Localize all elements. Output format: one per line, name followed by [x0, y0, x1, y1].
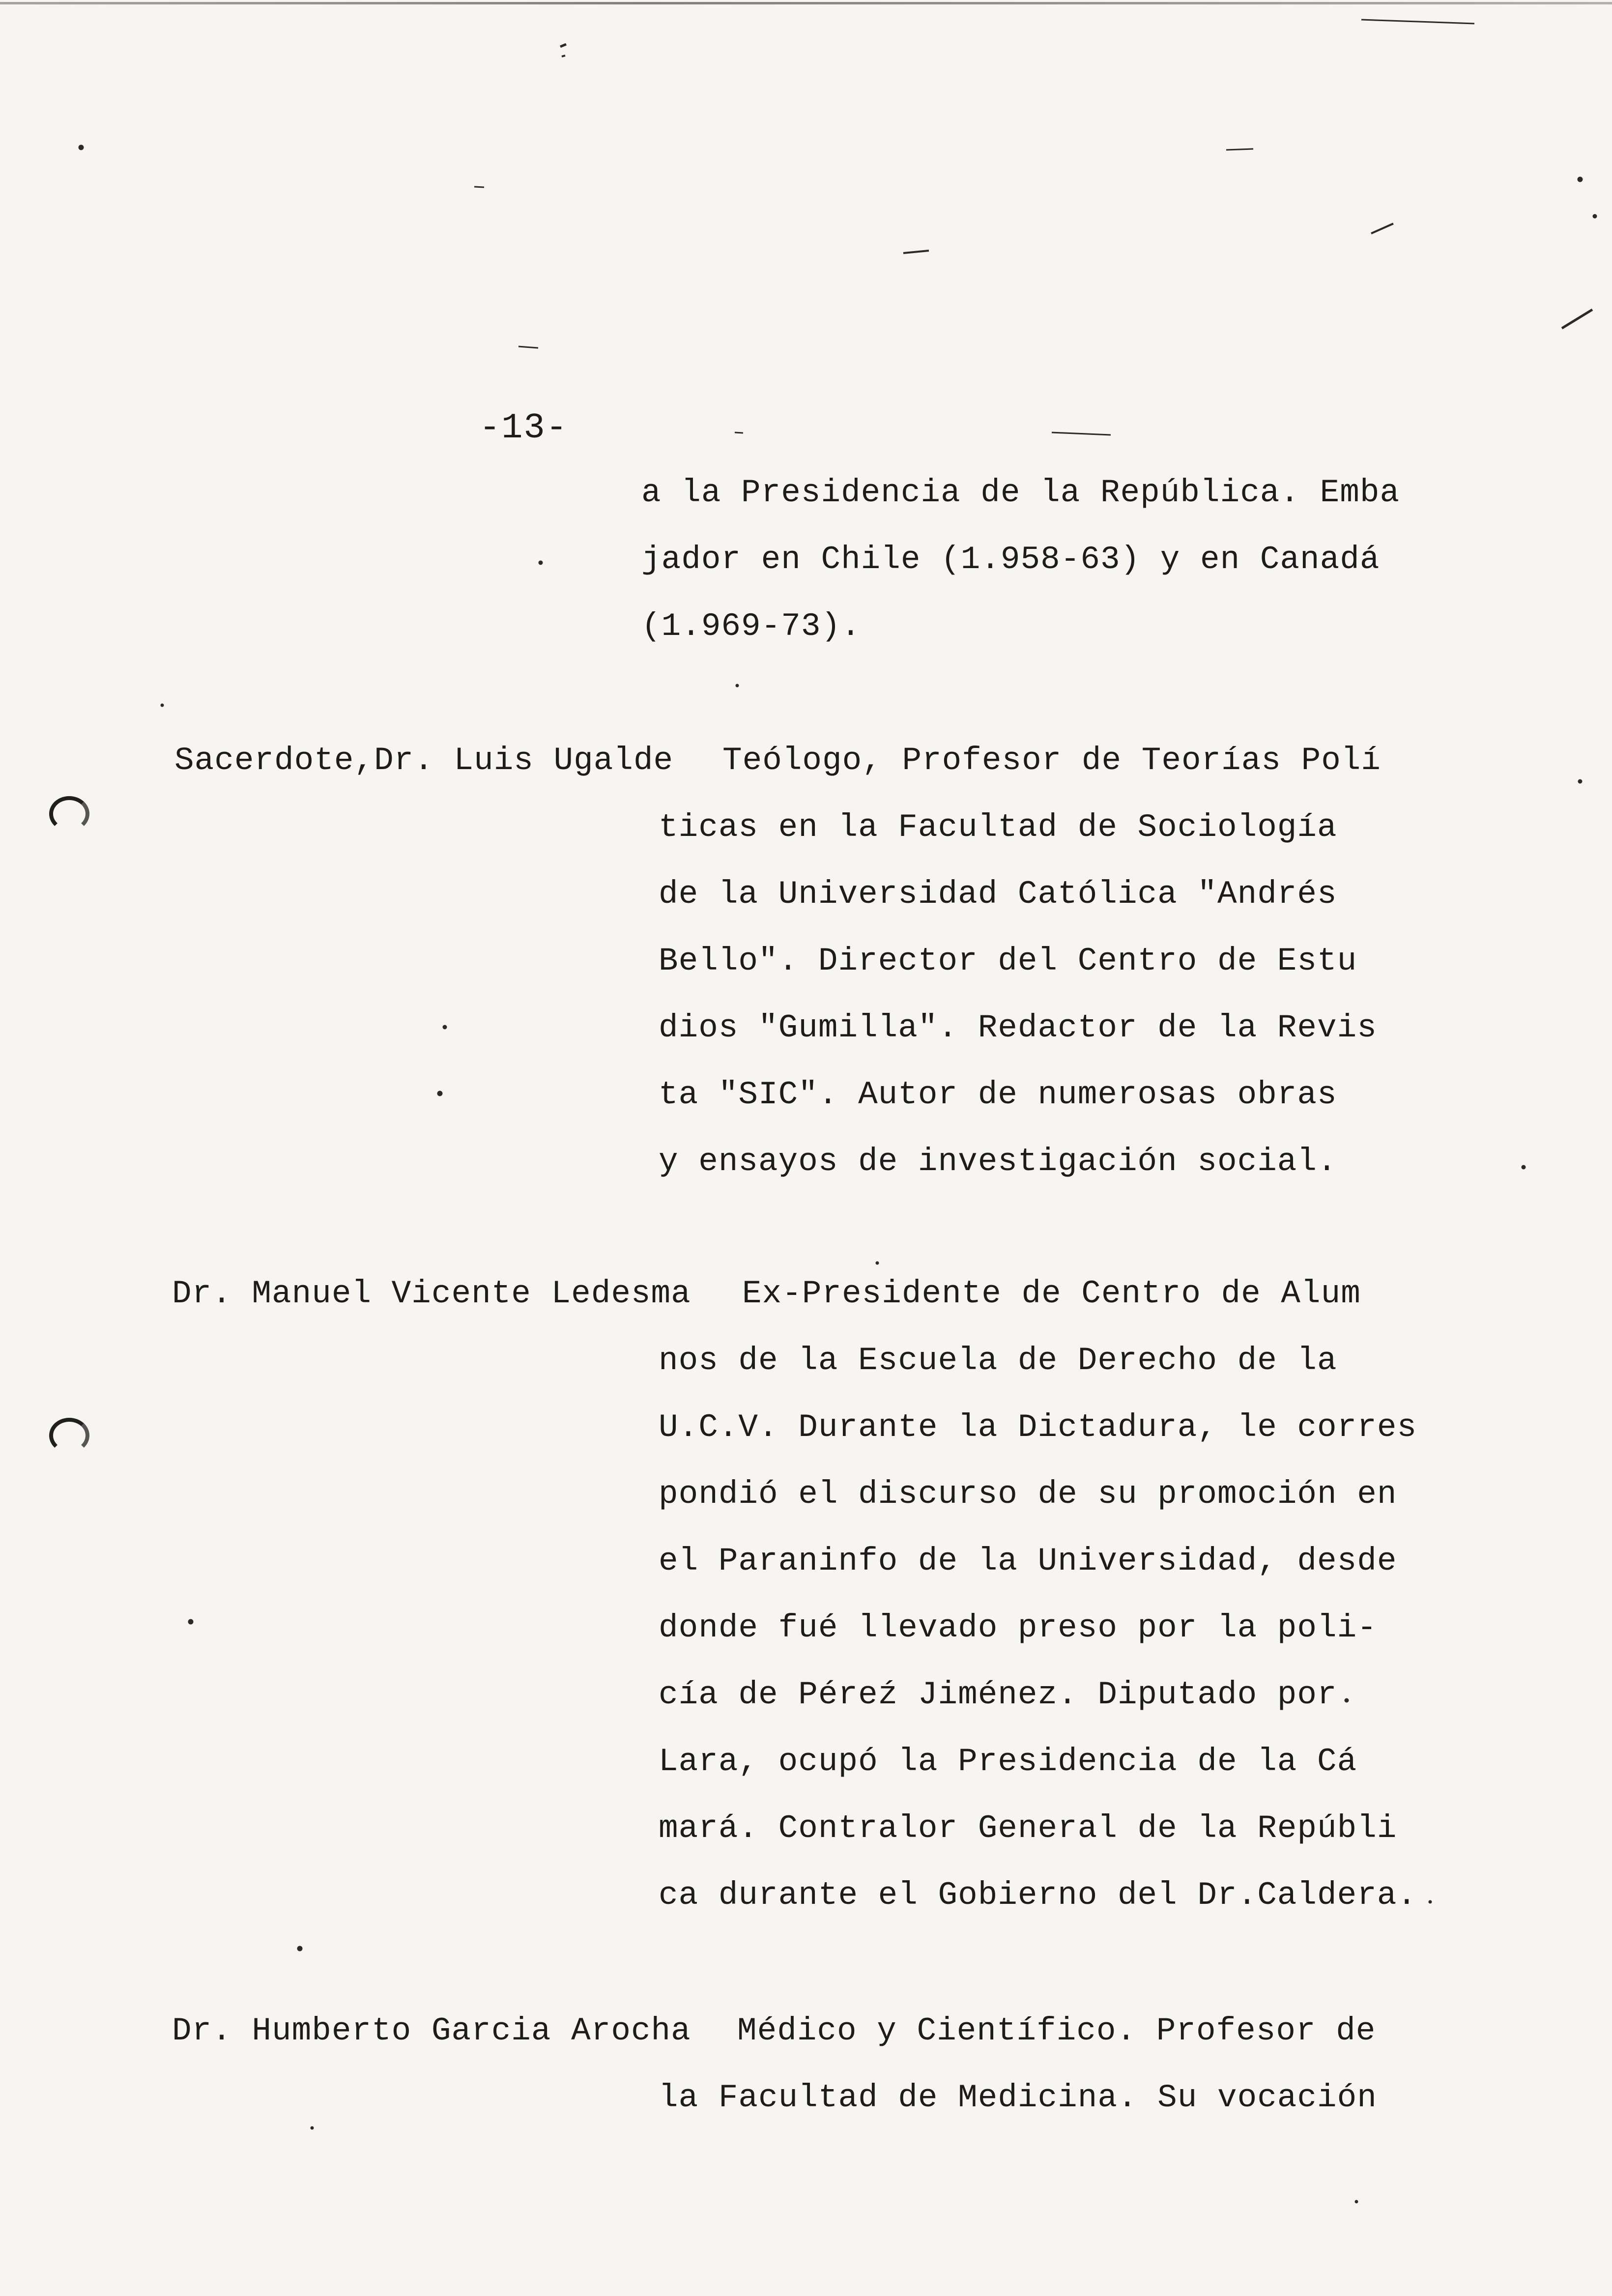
- entry-line: Bello". Director del Centro de Estu: [659, 943, 1357, 979]
- intro-line: a la Presidencia de la República. Emba: [641, 474, 1400, 511]
- entry-line: nos de la Escuela de Derecho de la: [659, 1342, 1337, 1379]
- entry-line: Médico y Científico. Profesor de: [737, 2012, 1376, 2049]
- entry-line: Lara, ocupó la Presidencia de la Cá: [659, 1743, 1357, 1780]
- intro-line: jador en Chile (1.958-63) y en Canadá: [641, 541, 1380, 578]
- entry-line: de la Universidad Católica "Andrés: [659, 876, 1337, 913]
- entry-line: Teólogo, Profesor de Teorías Polí: [722, 742, 1382, 779]
- entry-line: mará. Contralor General de la Repúbli: [659, 1810, 1397, 1847]
- entry-line: ticas en la Facultad de Sociología: [659, 809, 1337, 846]
- page-number: -13-: [479, 408, 568, 448]
- entry-line: Ex-Presidente de Centro de Alum: [742, 1275, 1361, 1312]
- intro-line: (1.969-73).: [641, 608, 861, 645]
- entry-line: ta "SIC". Autor de numerosas obras: [659, 1076, 1337, 1113]
- entry-line: pondió el discurso de su promoción en: [659, 1476, 1397, 1513]
- entry-name: Sacerdote,Dr. Luis Ugalde: [174, 742, 674, 779]
- entry-name: Dr. Humberto Garcia Arocha: [172, 2012, 691, 2049]
- entry-line: donde fué llevado preso por la poli-: [659, 1609, 1377, 1646]
- entry-line: y ensayos de investigación social.: [659, 1143, 1337, 1180]
- punch-hole-bottom: [49, 1418, 89, 1453]
- entry-line: la Facultad de Medicina. Su vocación: [659, 2079, 1377, 2116]
- entry-line: U.C.V. Durante la Dictadura, le corres: [659, 1409, 1417, 1446]
- entry-line: dios "Gumilla". Redactor de la Revis: [659, 1009, 1377, 1046]
- entry-line: cía de Péreź Jiménez. Diputado por: [659, 1676, 1337, 1713]
- entry-name: Dr. Manuel Vicente Ledesma: [172, 1275, 691, 1312]
- entry-line: el Paraninfo de la Universidad, desde: [659, 1543, 1397, 1579]
- punch-hole-top: [49, 796, 89, 832]
- entry-line: ca durante el Gobierno del Dr.Caldera.: [659, 1877, 1417, 1914]
